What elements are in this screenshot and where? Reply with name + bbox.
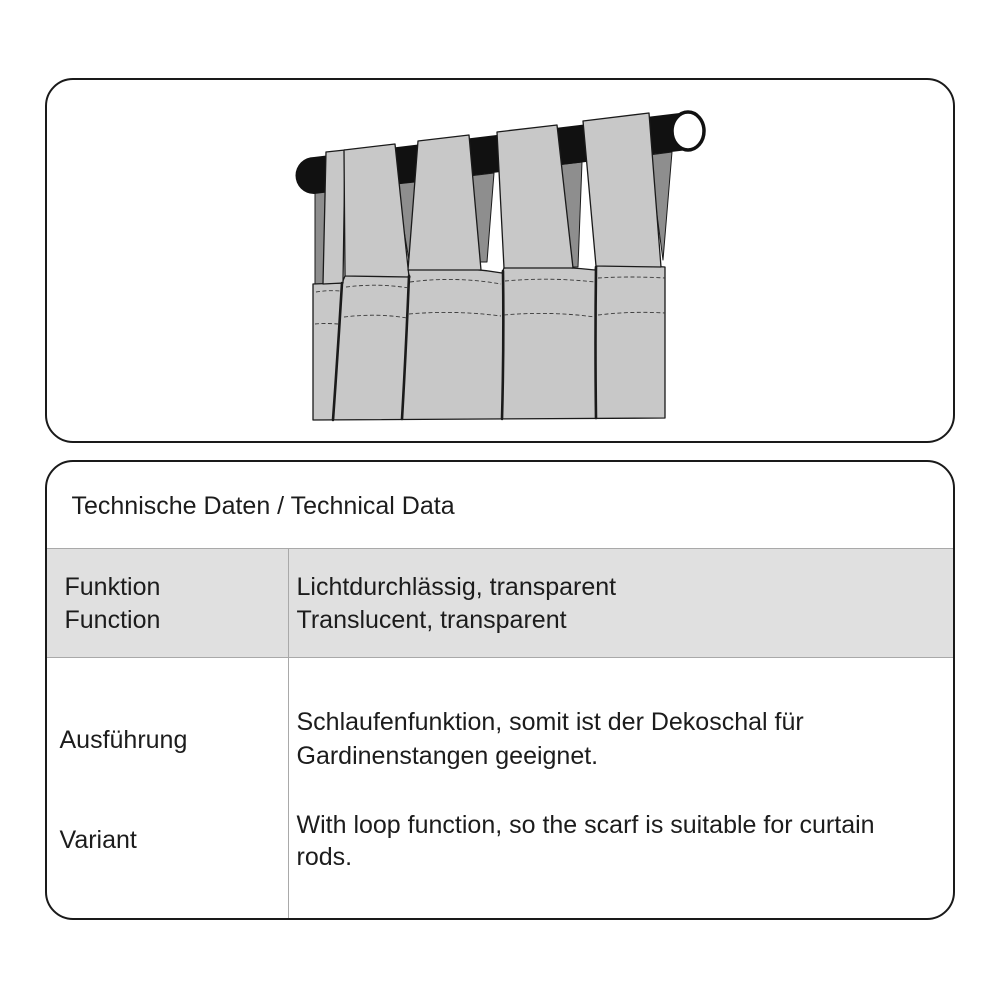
row-label-de: Ausführung	[59, 726, 188, 754]
tab-top-curtain-icon	[280, 100, 720, 430]
row-value-de-line: Gardinenstangen geeignet.	[296, 742, 599, 770]
row-value-en-line: rods.	[296, 843, 353, 871]
table-divider-top	[47, 548, 953, 550]
row-value-en-line: With loop function, so the scarf is suitable for curtain	[296, 811, 875, 839]
row-label-en: Variant	[59, 826, 137, 854]
row-variant-value-de	[297, 705, 804, 773]
illustration-panel	[45, 78, 955, 443]
row-variant-label-en	[60, 824, 137, 857]
table-divider-middle	[47, 657, 953, 659]
row-value-en: Translucent, transparent	[296, 606, 567, 634]
table-title: Technische Daten / Technical Data	[71, 492, 455, 520]
curtain-loop-1	[323, 150, 345, 284]
row-function-label	[65, 571, 161, 637]
curtain-fold-4	[595, 267, 596, 418]
row-label-en: Function	[64, 606, 161, 634]
curtain-panel	[313, 265, 665, 420]
rod-end-cap	[672, 112, 704, 150]
row-variant-label-de	[60, 724, 188, 757]
curtain-fold-3	[502, 271, 503, 419]
row-value-de-line: Schlaufenfunktion, somit ist der Dekoschal für	[296, 708, 804, 736]
row-label-de: Funktion	[64, 573, 161, 601]
technical-data-table	[45, 460, 955, 920]
row-function-value	[297, 571, 617, 637]
curtain-loop-3	[408, 135, 481, 270]
row-value-de: Lichtdurchlässig, transparent	[296, 573, 617, 601]
curtain-loop-5	[583, 113, 661, 267]
row-variant-value-en	[297, 809, 875, 873]
table-column-divider	[288, 548, 290, 919]
